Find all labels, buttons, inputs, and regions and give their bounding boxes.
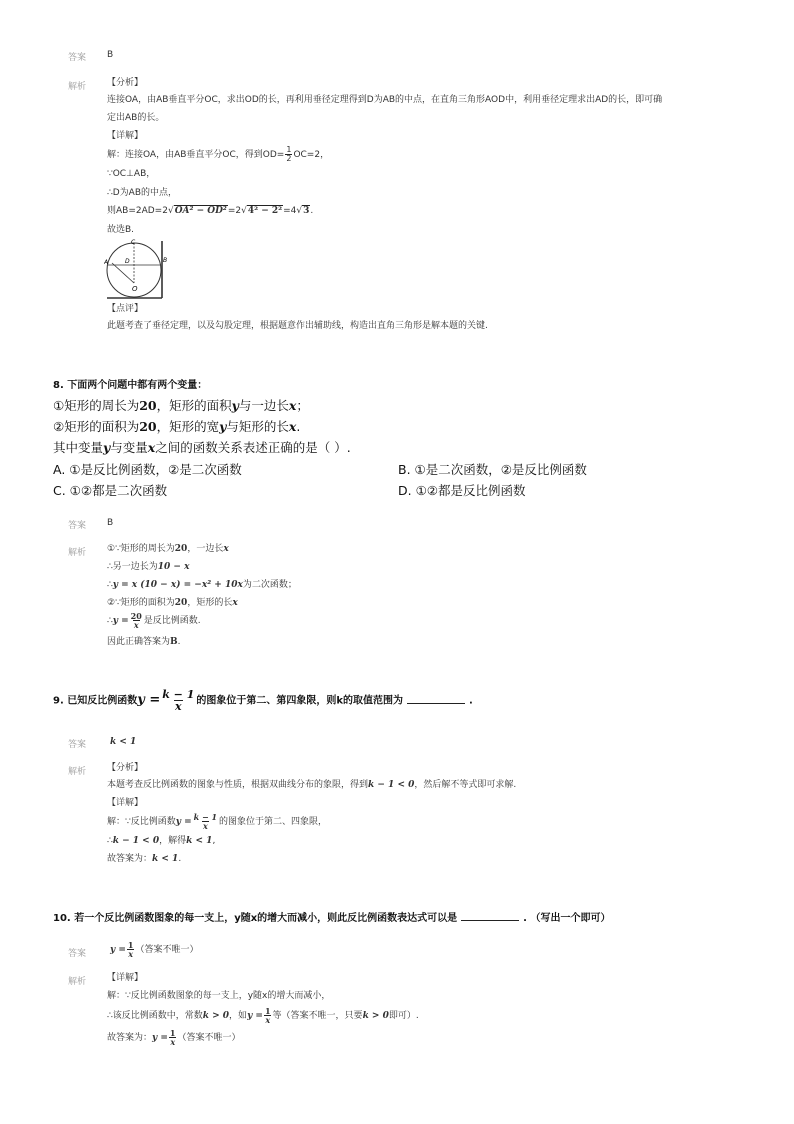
q8-sol-3: ∴y = x (10 − x) = −x² + 10x为二次函数；	[107, 580, 297, 590]
q10-step3: 故答案为：y = $\frac{1}{x}$ （答案不唯一）	[107, 1028, 241, 1047]
answer-label: 答案	[68, 949, 87, 959]
q7-step5: 故选B.	[107, 225, 135, 235]
analysis-label: 解析	[68, 82, 87, 92]
q9-step2: ∴k − 1 < 0，解得k < 1,	[107, 836, 216, 846]
q10-step1: 解：∵反比例函数图象的每一支上，y随x的增大而减小，	[107, 991, 331, 1001]
answer-label: 答案	[68, 521, 87, 531]
q8-option-d: D. ①②都是反比例函数	[398, 483, 526, 498]
q8-option-c: C. ①②都是二次函数	[53, 483, 168, 498]
q8-option-a: A. ①是反比例函数，②是二次函数	[53, 462, 242, 477]
analysis-label: 解析	[68, 767, 87, 777]
q7-dianping: 此题考查了垂径定理，以及勾股定理，根据题意作出辅助线，构造出直角三角形是解本题的关键.	[107, 321, 488, 331]
q7-fenxi-line1: 连接OA，由AB垂直平分OC，求出OD的长，再利用垂径定理得到D为AB的中点，在直角三角形AOD中，利用垂径定理求出AD的长，即可确	[107, 95, 663, 105]
q9-fenxi: 本题考查反比例函数的图象与性质，根据双曲线分布的象限，得到k − 1 < 0，然后解不等式即可求解.	[107, 780, 517, 790]
answer-label: 答案	[68, 53, 87, 63]
q9-xiangjie-tag: 【详解】	[107, 798, 144, 808]
q8-sol-5: ∴y = $\frac{20}{x}$ 是反比例函数.	[107, 611, 201, 630]
q7-xiangjie-tag: 【详解】	[107, 131, 144, 141]
q8-sol-2: ∴另一边长为10 − x	[107, 562, 190, 572]
q9-step1: 解：∵反比例函数y = $\frac{k - 1}{x}$ 的图象位于第二、四象限，	[107, 812, 328, 831]
q8-option-b: B. ①是二次函数，②是反比例函数	[398, 462, 587, 477]
q8-sol-1: ①∵矩形的周长为20，一边长x	[107, 544, 229, 554]
q7-step2: ∵OC⊥AB，	[107, 169, 156, 179]
q8-sol-4: ②∵矩形的面积为20，矩形的长x	[107, 598, 238, 608]
fig-label-a: A	[104, 259, 109, 266]
q9-fenxi-tag: 【分析】	[107, 763, 144, 773]
circle-figure	[104, 238, 168, 300]
analysis-label: 解析	[68, 548, 87, 558]
q10-title: 10. 若一个反比例函数图象的每一支上，y随x的增大而减小，则此反比例函数表达式可以是 . （写出一个即可）	[53, 909, 610, 924]
q8-line2: ②矩形的面积为20，矩形的宽y与矩形的长x.	[53, 419, 301, 434]
q8-answer: B	[107, 518, 114, 528]
fig-label-c: C	[131, 239, 136, 246]
q7-dianping-tag: 【点评】	[107, 304, 144, 314]
analysis-label: 解析	[68, 977, 87, 987]
answer-label: 答案	[68, 740, 87, 750]
q7-answer: B	[107, 50, 114, 60]
q9-answer-blank	[407, 693, 465, 704]
q10-xiangjie-tag: 【详解】	[107, 973, 144, 983]
q8-line1: ①矩形的周长为20，矩形的面积y与一边长x；	[53, 398, 309, 413]
q7-step1: 解：连接OA，由AB垂直平分OC，得到OD= $\frac{1}{2}$ OC=2，	[107, 145, 330, 163]
q10-answer: y = $\frac{1}{x}$ （答案不唯一）	[110, 940, 199, 959]
fig-label-o: O	[132, 285, 138, 293]
q7-fenxi-line2: 定出AB的长。	[107, 113, 165, 123]
q8-sol-6: 因此正确答案为B.	[107, 637, 181, 647]
q7-step3: ∴D为AB的中点，	[107, 188, 177, 198]
q8-title: 8. 下面两个问题中都有两个变量：	[53, 380, 208, 391]
q7-fenxi-tag: 【分析】	[107, 78, 144, 88]
fig-label-b: B	[163, 257, 168, 264]
q7-step4: 则AB=2AD=2√OA² − OD²=2√4² − 2²=4√3.	[107, 206, 314, 216]
q9-step3: 故答案为：k < 1.	[107, 854, 182, 864]
q10-answer-blank	[461, 910, 519, 921]
q9-title: 9. 已知反比例函数y = $\frac{k - 1}{x}$ 的图象位于第二、第四象限，则k的取值范围为 .	[53, 688, 473, 713]
fig-label-d: D	[125, 258, 130, 265]
q8-line3: 其中变量y与变量x之间的函数关系表述正确的是（ ）.	[53, 440, 351, 455]
q10-step2: ∴该反比例函数中，常数k > 0，如y = $\frac{1}{x}$ 等（答案不唯一，只要k > 0即可）.	[107, 1006, 419, 1025]
q9-answer: k < 1	[110, 737, 137, 747]
